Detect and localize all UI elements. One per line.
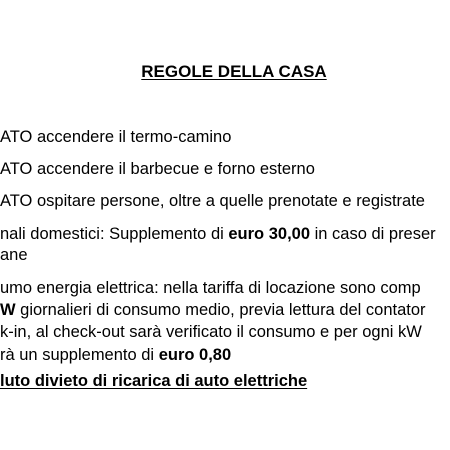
rule-line-9 (0, 345, 231, 365)
rule-amount: euro 0,80 (158, 346, 232, 364)
rule-line-10 (0, 371, 307, 391)
rule-text: ane (0, 246, 28, 264)
rule-text: in caso di preser (310, 225, 436, 243)
rule-line-1 (0, 127, 231, 147)
rule-text: nali domestici: Supplemento di (0, 225, 229, 243)
rule-text: rà un supplemento di (0, 346, 159, 364)
rule-text: giornalieri di consumo medio, previa lettura del contator (15, 301, 426, 319)
rule-text: k-in, al check-out sarà verificato il consumo e per ogni kW (0, 323, 422, 341)
rule-line-7 (0, 300, 426, 320)
rule-unit: W (0, 301, 16, 319)
rule-warning: luto divieto di ricarica di auto elettriche (0, 372, 308, 390)
document-title: REGOLE DELLA CASA (141, 62, 327, 81)
rule-line-5 (0, 245, 28, 265)
rule-line-3 (0, 191, 425, 211)
rule-amount: euro 30,00 (228, 225, 311, 243)
rule-text: ATO ospitare persone, oltre a quelle prenotate e registrate (0, 192, 425, 210)
rule-line-6 (0, 278, 421, 298)
rule-text: ATO accendere il termo-camino (0, 128, 232, 146)
rule-line-2 (0, 159, 315, 179)
rule-text: umo energia elettrica: nella tariffa di locazione sono comp (0, 279, 421, 297)
rule-line-8 (0, 322, 422, 342)
rule-text: ATO accendere il barbecue e forno esterno (0, 160, 315, 178)
rule-line-4 (0, 224, 436, 244)
